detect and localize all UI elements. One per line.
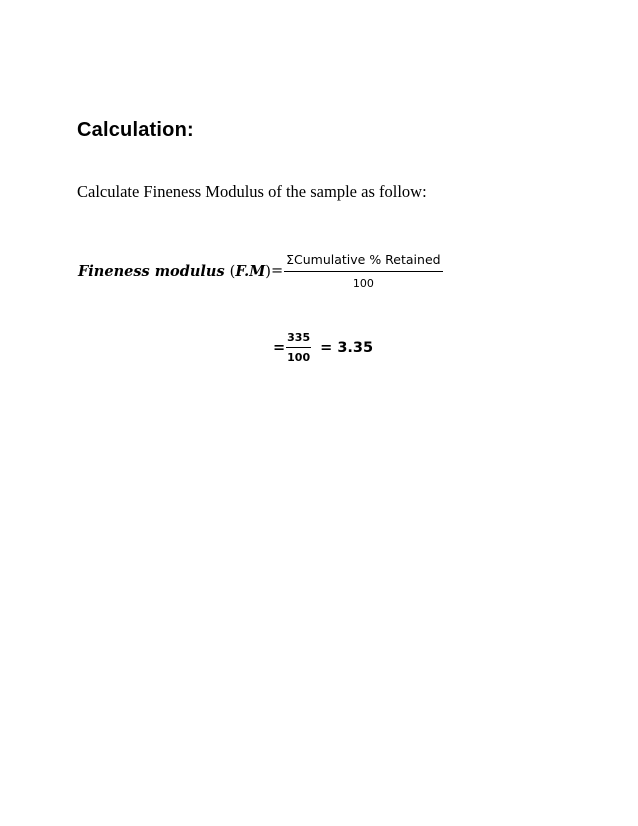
- formula-lhs: [78, 263, 271, 280]
- formula-abbr: F.M: [235, 262, 266, 280]
- section-heading: Calculation:: [77, 119, 194, 141]
- result-denominator: 100: [287, 351, 311, 364]
- formula-open-paren: (: [229, 263, 236, 280]
- result-value: = 3.35: [320, 339, 374, 356]
- result-numerator: 335: [286, 331, 311, 348]
- result-fraction: [286, 331, 311, 364]
- formula-denominator: 100: [352, 277, 374, 290]
- formula-name: Fineness modulus: [78, 262, 230, 280]
- result-equation: [273, 331, 373, 364]
- formula-equals: =: [270, 263, 284, 279]
- fineness-modulus-formula: [78, 252, 443, 290]
- formula-close-paren: ): [265, 263, 271, 280]
- intro-text: Calculate Fineness Modulus of the sample as follow:: [77, 182, 427, 201]
- formula-numerator: ΣCumulative % Retained: [284, 252, 442, 272]
- result-equals: =: [273, 339, 286, 356]
- formula-fraction: [284, 252, 442, 290]
